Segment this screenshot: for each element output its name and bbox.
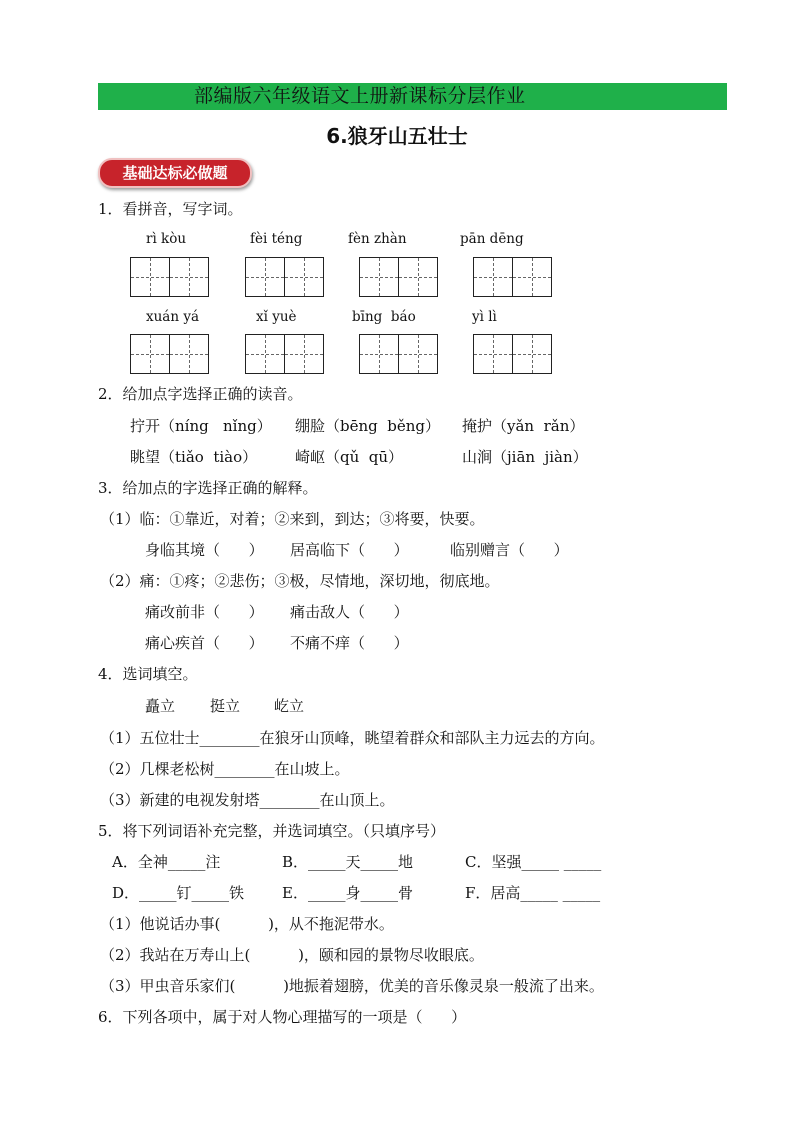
- writing-box-2[interactable]: [245, 257, 324, 297]
- writing-box-1[interactable]: [130, 257, 209, 297]
- q2-item-4: 眺望（tiǎo tiào）: [130, 448, 258, 466]
- writing-box-8[interactable]: [473, 334, 552, 374]
- pinyin-1: rì kòu: [146, 231, 187, 247]
- q5-option-e: E．_____身_____骨: [282, 884, 413, 902]
- pinyin-4: pān dēng: [460, 231, 524, 247]
- pinyin-7: bīng báo: [352, 309, 416, 325]
- writing-box-4[interactable]: [473, 257, 552, 297]
- q5-stem: 5．将下列词语补充完整，并选词填空。（只填序号）: [98, 822, 446, 840]
- pinyin-2: fèi téng: [250, 231, 303, 247]
- pinyin-3: fèn zhàn: [348, 231, 407, 247]
- q1-stem: 1．看拼音，写字词。: [98, 200, 243, 218]
- q3-sub1-item-1: 身临其境（ ）: [145, 541, 264, 559]
- q4-word-1: 矗立: [145, 697, 176, 715]
- writing-box-7[interactable]: [359, 334, 438, 374]
- pinyin-5: xuán yá: [146, 309, 200, 325]
- q2-stem: 2．给加点字选择正确的读音。: [98, 385, 303, 403]
- q4-word-3: 屹立: [274, 697, 305, 715]
- q2-item-2: 绷脸（bēng běng）: [295, 417, 441, 435]
- q2-item-5: 崎岖（qǔ qū）: [295, 448, 404, 466]
- pinyin-8: yì lì: [472, 309, 497, 325]
- q3-stem: 3．给加点的字选择正确的解释。: [98, 479, 318, 497]
- q2-item-6: 山涧（jiān jiàn）: [462, 448, 588, 466]
- q4-sentence-2: （2）几棵老松树________在山坡上。: [100, 760, 350, 778]
- q5-option-c: C．坚强_____ _____: [465, 853, 602, 871]
- lesson-title: 6.狼牙山五壮士: [326, 124, 468, 148]
- q5-option-d: D．_____钉_____铁: [112, 884, 245, 902]
- banner-text: 部编版六年级语文上册新课标分层作业: [194, 85, 526, 107]
- q3-sub2-item-3: 痛心疾首（ ）: [145, 634, 264, 652]
- section-badge: 基础达标必做题: [98, 158, 252, 188]
- q2-item-1: 拧开（níng nǐng）: [130, 417, 272, 435]
- q4-sentence-3: （3）新建的电视发射塔________在山顶上。: [100, 791, 395, 809]
- writing-box-6[interactable]: [245, 334, 324, 374]
- q3-sub1-item-3: 临别赠言（ ）: [450, 541, 569, 559]
- q3-sub2-item-2: 痛击敌人（ ）: [290, 603, 409, 621]
- q5-option-a: A．全神_____注: [112, 853, 221, 871]
- q3-sub2-item-4: 不痛不痒（ ）: [290, 634, 409, 652]
- q5-option-f: F．居高_____ _____: [465, 884, 601, 902]
- q3-sub1-item-2: 居高临下（ ）: [290, 541, 409, 559]
- q2-item-3: 掩护（yǎn rǎn）: [462, 417, 585, 435]
- q5-sentence-1: （1）他说话办事( )，从不拖泥带水。: [100, 915, 394, 933]
- q5-sentence-3: （3）甲虫音乐家们( )地振着翅膀，优美的音乐像灵泉一般流了出来。: [100, 977, 604, 995]
- q3-sub2-item-1: 痛改前非（ ）: [145, 603, 264, 621]
- writing-box-3[interactable]: [359, 257, 438, 297]
- q5-sentence-2: （2）我站在万寿山上( )，颐和园的景物尽收眼底。: [100, 946, 484, 964]
- header-banner: [98, 83, 727, 110]
- pinyin-6: xǐ yuè: [256, 309, 297, 325]
- q4-word-2: 挺立: [210, 697, 241, 715]
- q4-stem: 4．选词填空。: [98, 665, 198, 683]
- writing-box-5[interactable]: [130, 334, 209, 374]
- q5-option-b: B．_____天_____地: [282, 853, 414, 871]
- q4-sentence-1: （1）五位壮士________在狼牙山顶峰，眺望着群众和部队主力远去的方向。: [100, 729, 605, 747]
- q6-stem: 6．下列各项中，属于对人物心理描写的一项是（ ）: [98, 1008, 467, 1026]
- q3-sub2: （2）痛：①疼；②悲伤；③极，尽情地，深切地，彻底地。: [100, 572, 500, 590]
- q3-sub1: （1）临：①靠近，对着；②来到，到达；③将要，快要。: [100, 510, 485, 528]
